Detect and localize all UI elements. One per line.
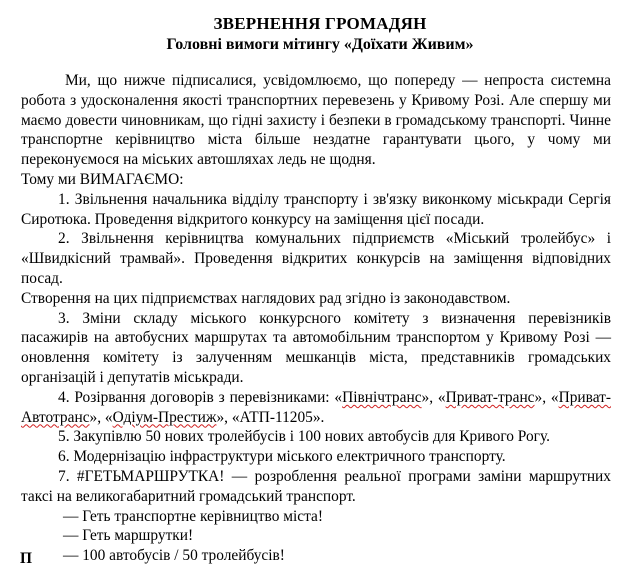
slogan-line: — Геть транспортне керівництво міста! — [63, 507, 323, 525]
demand-1-line: 1. Звільнення начальника відділу транспорту і зв'язку виконкому міськради Сергія — [58, 190, 611, 208]
demand-7-line: таксі на великогабаритний громадський транспорт. — [21, 487, 356, 505]
demand-2-line: Створення на цих підприємствах наглядових рад згідно із законодавством. — [21, 289, 511, 307]
intro-line: маємо довести чиновникам, що гідні захисту і безпеки в громадському транспорті. Чинне — [21, 111, 611, 129]
document-body — [21, 71, 611, 566]
demand-4-text: », «АТП-11205». — [216, 408, 325, 426]
slogan-line: — Геть маршрутки! — [63, 527, 194, 545]
carrier-name: Приват- — [558, 388, 611, 406]
demand-4-text: 4. Розірвання договорів з перевізниками: « — [58, 388, 343, 406]
demand-5-line: 5. Закупівлю 50 нових тролейбусів і 100 нових автобусів для Кривого Рогу. — [58, 428, 550, 446]
demand-6-line: 6. Модернізацію інфраструктури міського електричного транспорту. — [58, 448, 506, 466]
document-subtitle: Головні вимоги мітингу «Доїхати Живим» — [166, 36, 474, 53]
carrier-name: Північтранс — [342, 388, 422, 406]
demand-lead: Тому ми ВИМАГАЄМО: — [21, 170, 184, 188]
demand-2-line: «Швидкісний трамвай». Проведення відкритих конкурсів на заміщення відповідних посад. — [21, 250, 611, 287]
document-title: ЗВЕРНЕННЯ ГРОМАДЯН — [213, 14, 427, 33]
intro-line: робота з удосконалення якості транспортних перевезень у Кривому Розі. Але спершу ми — [21, 91, 611, 109]
demand-2-line: 2. Звільнення керівництва комунальних підприємств «Міський тролейбус» і — [58, 230, 611, 248]
demand-3-line: пасажирів на автобусних маршрутах та автомобільним транспортом у Кривому Розі — — [21, 329, 611, 347]
carrier-name: Одіум-Престиж — [112, 408, 217, 426]
demand-3-line: оновлення комітету із залученням мешканців міста, представників громадських — [21, 349, 611, 367]
intro-line: переконуємося на міських автошляхах ледь не щодня. — [21, 151, 376, 169]
slogan-line: — 100 автобусів / 50 тролейбусів! — [63, 547, 285, 565]
demand-4-line — [21, 388, 611, 408]
demand-4-text: », « — [421, 388, 446, 406]
carrier-name: Автотранс — [21, 408, 90, 426]
cut-off-text: П — [20, 550, 32, 567]
demand-7-line: 7. #ГЕТЬМАРШРУТКА! — розроблення реальної програми заміни маршрутних — [58, 467, 611, 485]
carrier-name: Приват-транс — [445, 388, 535, 406]
demand-4-text: », « — [534, 388, 559, 406]
demand-3-line: організацій і депутатів міськради. — [21, 368, 244, 386]
demand-3-line: 3. Зміни складу міського конкурсного комітету з визначення перевізників — [58, 309, 611, 327]
demand-4-text: », « — [89, 408, 113, 426]
intro-line: Ми, що нижче підписалися, усвідомлюємо, що попереду — непроста системна — [65, 72, 611, 89]
demand-1-line: Сиротюка. Проведення відкритого конкурсу на заміщення цієї посади. — [21, 210, 485, 228]
demand-4-line — [21, 408, 611, 428]
intro-line: транспортне керівництво міста більше нездатне гарантувати цього, у чому ми — [21, 131, 611, 149]
